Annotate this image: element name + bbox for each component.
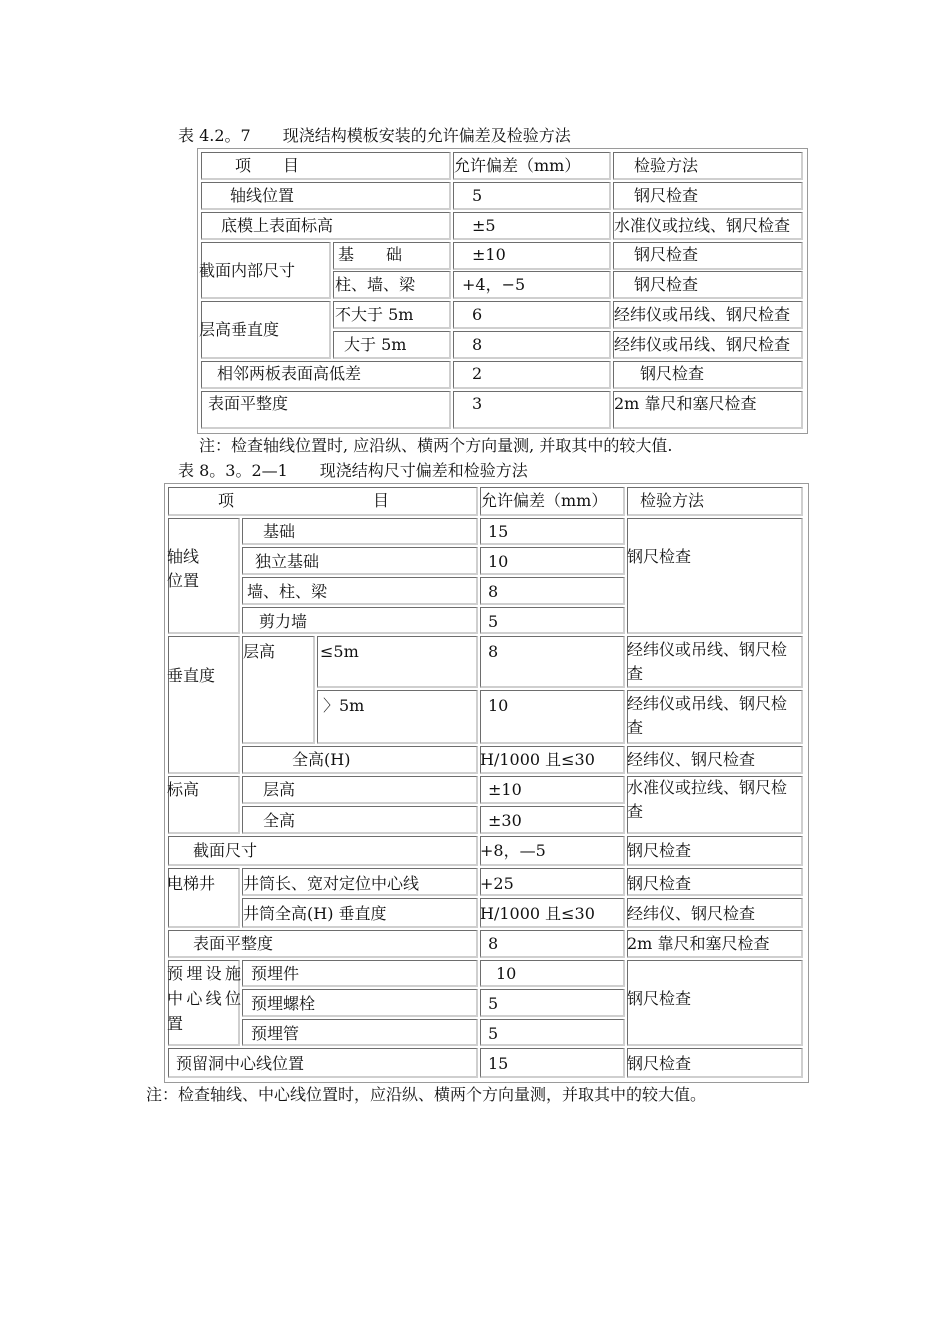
t2-axis-text-0: 基础 [263, 522, 296, 541]
t2-vertical-tol3-text: H/1000 且≤30 [480, 750, 595, 769]
t2-header-item [168, 487, 478, 516]
t2-axis-tol-text-2: 8 [488, 582, 499, 601]
t1-axis-tol: 5 [472, 186, 483, 205]
t1-section-sub1: 基 础 [338, 245, 403, 264]
t1-axis-item: 轴线位置 [230, 186, 295, 205]
t2-vertical-full [242, 746, 478, 774]
t2-elevator-tol1-text: +25 [480, 874, 514, 893]
t2-embed-label-1: 预埋设施 [167, 964, 241, 983]
t2-embed-text-2: 预埋管 [251, 1024, 300, 1043]
t1-header-method-label: 检验方法 [634, 156, 699, 175]
t1-section-tol1: ±10 [472, 245, 506, 264]
t1-section-method1: 钢尺检查 [634, 245, 699, 264]
t2-embed-method-text: 钢尺检查 [627, 989, 692, 1008]
t2-flat-tol [480, 930, 625, 958]
t2-axis-tol-text-0: 15 [488, 522, 509, 541]
t2-embed-label-2: 中心线位 [167, 989, 241, 1008]
t1-floor-sub1: 不大于 5m [335, 305, 414, 324]
t2-elevator-tol2-text: H/1000 且≤30 [480, 904, 595, 923]
t1-floor-method2: 经纬仪或吊线、钢尺检查 [614, 335, 791, 354]
t1-flat-method: 2m 靠尺和塞尺检查 [614, 394, 757, 413]
t2-hole-text: 预留洞中心线位置 [176, 1054, 305, 1073]
t1-bottom-tol: ±5 [472, 216, 496, 235]
t2-vertical-cond2-text: 〉5m [323, 696, 365, 715]
t1-floor-method1: 经纬仪或吊线、钢尺检查 [614, 305, 791, 324]
t2-header-method-label: 检验方法 [640, 491, 705, 510]
t2-vertical-tol1 [480, 636, 625, 688]
t2-embed-tol-text-1: 5 [488, 994, 499, 1013]
t2-flat-method-text: 2m 靠尺和塞尺检查 [627, 934, 770, 953]
t2-embed-tol-text-2: 5 [488, 1024, 499, 1043]
t2-elev-label: 标高 [167, 780, 200, 799]
t2-vertical-method2-text: 经纬仪或吊线、钢尺检查 [627, 694, 788, 737]
t1-section-sub2: 柱、墙、梁 [335, 275, 416, 294]
t2-flat-text: 表面平整度 [193, 934, 274, 953]
t2-elevator-method1-text: 钢尺检查 [627, 874, 692, 893]
t1-header-tolerance-label: 允许偏差（mm） [454, 156, 581, 175]
t2-elev-item2-text: 全高 [263, 811, 296, 830]
t2-elev-tol1-text: ±10 [488, 780, 522, 799]
t2-header-item1: 项 [218, 491, 235, 510]
t2-elevator-item2-text: 井筒全高(H) 垂直度 [243, 904, 387, 923]
t2-axis-tol-2 [480, 577, 625, 605]
t2-header-item2: 目 [373, 491, 390, 510]
t2-embed-label-3: 置 [167, 1014, 184, 1033]
table1-caption: 表 4.2。7 现浇结构模板安装的允许偏差及检验方法 [178, 126, 571, 145]
t2-embed-tol-1 [480, 989, 625, 1017]
t1-floor-tol1: 6 [472, 305, 483, 324]
t2-vertical-label-cell [168, 636, 240, 774]
t2-axis-text-2: 墙、柱、梁 [247, 582, 328, 601]
table2-note: 注：检查轴线、中心线位置时，应沿纵、横两个方向量测，并取其中的较大值。 [146, 1085, 707, 1104]
t2-section-method-text: 钢尺检查 [627, 841, 692, 860]
t2-vertical-method3-text: 经纬仪、钢尺检查 [627, 750, 756, 769]
t2-axis-tol-3 [480, 607, 625, 634]
t2-elev-method-text: 水准仪或拉线、钢尺检查 [627, 778, 788, 821]
t1-adjacent-method: 钢尺检查 [640, 364, 705, 383]
t2-vertical-method1-text: 经纬仪或吊线、钢尺检查 [627, 640, 788, 683]
t2-axis-label: 轴线位置 [167, 547, 200, 590]
t2-vertical-full-text: 全高(H) [292, 750, 351, 769]
t1-flat-item: 表面平整度 [208, 394, 289, 413]
t2-embed-text-0: 预埋件 [251, 964, 300, 983]
t2-vertical-cond1-text: ≤5m [320, 642, 359, 661]
t2-vertical-tol2-text: 10 [488, 696, 509, 715]
t2-embed-tol-text-0: 10 [496, 964, 517, 983]
t2-header-tolerance-label: 允许偏差（mm） [481, 491, 608, 510]
t2-hole-method-text: 钢尺检查 [627, 1054, 692, 1073]
t2-axis-method: 钢尺检查 [627, 547, 692, 566]
t1-floor-sub2: 大于 5m [344, 335, 407, 354]
t1-bottom-item: 底模上表面标高 [221, 216, 334, 235]
t2-elev-item1-text: 层高 [263, 780, 296, 799]
t1-bottom-method: 水准仪或拉线、钢尺检查 [614, 216, 791, 235]
t2-section-text: 截面尺寸 [193, 841, 258, 860]
t1-flat-tol: 3 [472, 394, 483, 413]
t2-flat-tol-text: 8 [488, 934, 499, 953]
t1-adjacent-item: 相邻两板表面高低差 [217, 364, 362, 383]
t1-floor-tol2: 8 [472, 335, 483, 354]
t1-adjacent-tol: 2 [472, 364, 483, 383]
t1-section-method2: 钢尺检查 [634, 275, 699, 294]
t2-elevator-method2-text: 经纬仪、钢尺检查 [627, 904, 756, 923]
t1-section-tol2: +4，−5 [462, 275, 526, 294]
t2-vertical-label: 垂直度 [167, 666, 216, 685]
t2-vertical-tol1-text: 8 [488, 642, 499, 661]
t1-axis-method: 钢尺检查 [634, 186, 699, 205]
t2-embed-tol-2 [480, 1019, 625, 1046]
t2-axis-text-3: 剪力墙 [259, 612, 308, 631]
t2-elev-tol2-text: ±30 [488, 811, 522, 830]
t2-axis-tol-text-1: 10 [488, 552, 509, 571]
t1-floor-item: 层高垂直度 [199, 320, 280, 339]
t1-header-item-label: 项 目 [235, 156, 300, 175]
t2-elevator-item1-text: 井筒长、宽对定位中心线 [243, 874, 420, 893]
t2-axis-method-cell [627, 518, 803, 634]
t2-hole-tol-text: 15 [488, 1054, 509, 1073]
t2-vertical-sub: 层高 [243, 642, 276, 661]
t1-section-item: 截面内部尺寸 [199, 261, 296, 280]
table1-note: 注：检查轴线位置时, 应沿纵、横两个方向量测, 并取其中的较大值. [199, 436, 673, 455]
t2-embed-text-1: 预埋螺栓 [251, 994, 316, 1013]
t2-elevator-label: 电梯井 [167, 874, 216, 893]
table2-caption: 表 8。3。2—1 现浇结构尺寸偏差和检验方法 [178, 461, 528, 480]
t2-axis-text-1: 独立基础 [255, 552, 320, 571]
t2-section-tol-text: +8，—5 [480, 841, 546, 860]
t2-axis-tol-text-3: 5 [488, 612, 499, 631]
